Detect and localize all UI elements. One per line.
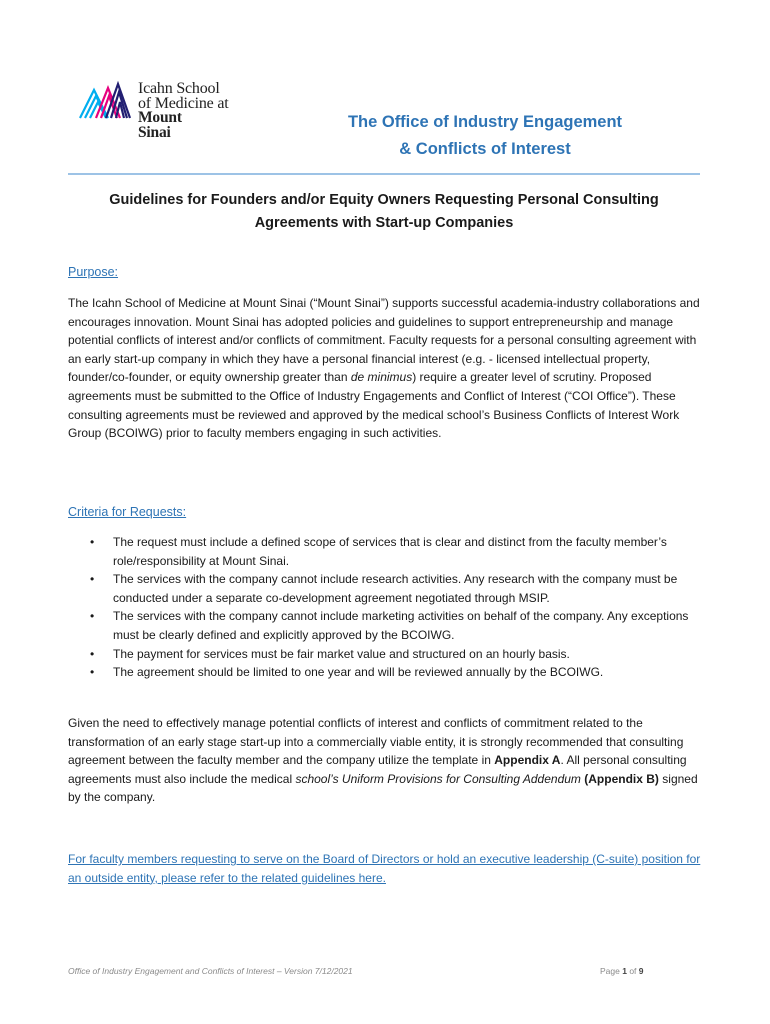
page-current: 1 — [622, 966, 627, 976]
logo-line-1: Icahn School — [138, 80, 220, 97]
purpose-text-2: ) require a greater level of scrutiny. Proposed agreements must be submitted to the Office of Industry Engagements and Conflict of Interest (“COI Office”). These consulting agreements must be reviewed and approved by the medical school’s Business Conflicts of Interest Work Group (BCOIWG) prior to faculty members engaging in such activities. — [68, 370, 680, 441]
recommendation-text-1: Given the need to effectively manage potential conflicts of interest and conflicts of commitment related to the transformation of an early stage start-up into a commercially viable entity, it is strongly recommended that consulting agreement between the faculty member and the company utilize the template in — [68, 716, 684, 768]
office-title-line-2: & Conflicts of Interest — [399, 140, 571, 158]
criteria-item-text: The payment for services must be fair market value and structured on an hourly basis. — [113, 646, 570, 661]
header-divider — [68, 173, 700, 175]
logo-line-4: Sinai — [138, 123, 171, 141]
footer-version: Office of Industry Engagement and Conflicts of Interest – Version 7/12/2021 — [68, 966, 353, 976]
criteria-item — [68, 607, 708, 644]
appendix-a-reference: Appendix A — [494, 753, 561, 768]
mount-sinai-logo-mark-icon — [78, 80, 136, 120]
logo-line-2: of Medicine at — [138, 94, 229, 112]
purpose-text-1: The Icahn School of Medicine at Mount Sinai (“Mount Sinai”) supports successful academia-industry collaborations and encourages innovation. Mount Sinai has adopted policies and guidelines to support entrepreneurship and manage potential conflicts of interest and/or conflicts of commitment. Faculty requests for a personal consulting agreement with an early start-up company in which they have a personal financial interest (e.g. - licensed intellectual property, founder/co-founder, or equity ownership greater than — [68, 296, 700, 385]
purpose-paragraph — [68, 294, 704, 443]
purpose-heading: Purpose: — [68, 265, 119, 279]
criteria-item — [68, 570, 708, 607]
criteria-item — [68, 533, 708, 570]
criteria-item-text: The services with the company cannot include marketing activities on behalf of the company. Any exceptions must be clearly defined and explicitly approved by the BCOIWG. — [113, 609, 689, 642]
criteria-item — [68, 663, 708, 682]
bullet-icon: • — [90, 609, 95, 624]
recommendation-text-2: . All personal consulting agreements must also include the medical — [68, 753, 687, 786]
bullet-icon: • — [90, 646, 95, 661]
criteria-heading: Criteria for Requests: — [68, 505, 187, 519]
logo-wordmark — [138, 82, 229, 140]
criteria-item-text: The agreement should be limited to one year and will be reviewed annually by the BCOIWG. — [113, 665, 604, 680]
criteria-item — [68, 645, 708, 664]
recommendation-paragraph — [68, 714, 704, 807]
office-title — [300, 109, 670, 163]
office-title-line-1: The Office of Industry Engagement — [347, 113, 623, 131]
uniform-provisions-title: school’s Uniform Provisions for Consulting Addendum — [295, 771, 581, 786]
board-of-directors-guidelines-link[interactable]: For faculty members requesting to serve on the Board of Directors or hold an executive leadership (C-suite) position for an outside entity, please refer to the related guidelines here. — [68, 852, 701, 885]
document-title — [68, 189, 700, 235]
logo-line-3: Mount — [138, 109, 182, 126]
criteria-item-text: The request must include a defined scope of services that is clear and distinct from the faculty member’s role/responsibility at Mount Sinai. — [113, 535, 667, 568]
icahn-mount-sinai-logo — [78, 80, 278, 152]
page-number — [600, 966, 644, 976]
bullet-icon: • — [90, 572, 95, 587]
criteria-item-text: The services with the company cannot include research activities. Any research with the company must be conducted under a separate co-development agreement negotiated through MSIP. — [113, 572, 678, 605]
recommendation-text-3: signed by the company. — [68, 771, 698, 805]
document-title-line-1: Guidelines for Founders and/or Equity Owners Requesting Personal Consulting — [109, 192, 659, 208]
page-word: Page — [600, 966, 623, 976]
of-word: of — [626, 966, 639, 976]
criteria-list — [68, 533, 708, 682]
appendix-b-reference: (Appendix B) — [584, 771, 659, 786]
bullet-icon: • — [90, 535, 95, 549]
bullet-icon: • — [90, 665, 95, 680]
purpose-italic-term: de minimus — [350, 370, 413, 385]
page-total: 9 — [638, 966, 644, 976]
document-title-line-2: Agreements with Start-up Companies — [254, 215, 514, 231]
